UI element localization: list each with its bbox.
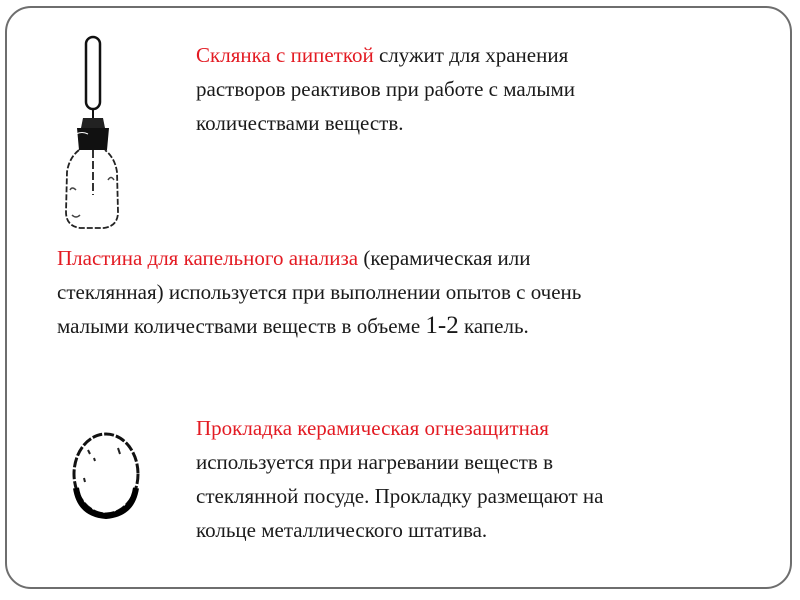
b1-line3: количествами веществ.: [196, 111, 404, 135]
drop-count: 1-2: [425, 312, 459, 339]
b2-line3-start: малыми количествами веществ в объеме: [57, 314, 426, 338]
b2-line1-text: (керамическая или: [358, 246, 531, 270]
b2-line2: стеклянная) используется при выполнении опытов с очень: [57, 280, 582, 304]
ceramic-pad-term: Прокладка керамическая огнезащитная: [196, 416, 549, 440]
ceramic-pad-description: [196, 411, 716, 547]
spot-plate-term: Пластина для капельного анализа: [57, 246, 359, 270]
b1-line1-text: служит для хранения: [373, 43, 569, 67]
b3-line2: используется при нагревании веществ в: [196, 450, 553, 474]
dropper-bottle-term: Склянка с пипеткой: [196, 43, 374, 67]
ceramic-pad-icon: [68, 428, 144, 524]
b2-line1: [57, 241, 757, 275]
b1-line1: [196, 38, 716, 72]
dropper-bottle-description: [196, 38, 716, 140]
b2-line3-end: капель.: [458, 314, 529, 338]
b3-line3: стеклянной посуде. Прокладку размещают на: [196, 484, 604, 508]
b3-line4: кольце металлического штатива.: [196, 518, 488, 542]
dropper-bottle-icon: [60, 30, 125, 230]
spot-plate-description: [57, 241, 757, 343]
b1-line2: растворов реактивов при работе с малыми: [196, 77, 575, 101]
b2-line3: [57, 309, 757, 343]
